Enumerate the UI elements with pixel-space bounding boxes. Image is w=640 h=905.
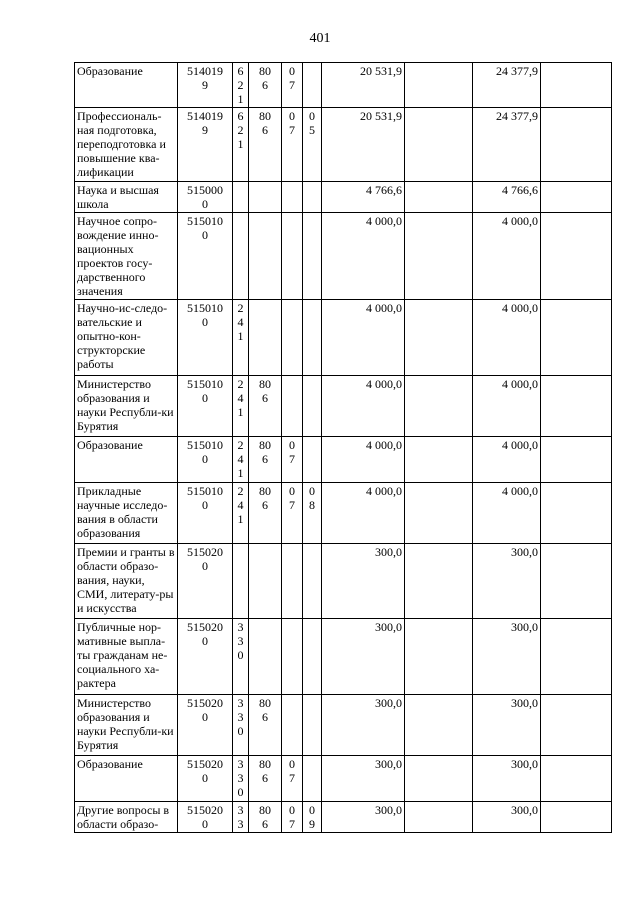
- section-code: [282, 544, 303, 619]
- amount-year-1: 300,0: [322, 619, 405, 695]
- row-name: Другие вопросы в области образо-: [75, 802, 178, 833]
- cell-line: 4: [237, 498, 244, 512]
- target-article-code: [178, 483, 233, 544]
- cell-line: 0: [309, 803, 315, 817]
- expense-type-code: [233, 802, 249, 833]
- row-name: Министерство образования и науки Республи-ки Бурятия: [75, 376, 178, 437]
- amount-year-1: 300,0: [322, 756, 405, 802]
- cell-line: 6: [262, 452, 268, 466]
- amount-year-1: 4 766,6: [322, 182, 405, 213]
- subsection-code: [303, 300, 322, 376]
- subsection-code: [303, 437, 322, 483]
- cell-line: 515010: [187, 301, 223, 315]
- amount-year-2: 24 377,9: [473, 108, 541, 182]
- target-article-code: [178, 695, 233, 756]
- ministry-code: [249, 300, 282, 376]
- ministry-code: [249, 544, 282, 619]
- table-row: [75, 619, 612, 695]
- cell-line: 0: [202, 498, 208, 512]
- cell-line: 0: [202, 559, 208, 573]
- row-name: Премии и гранты в области образо-вания, науки, СМИ, литерату-ры и искусства: [75, 544, 178, 619]
- ministry-code: [249, 619, 282, 695]
- table-row: [75, 802, 612, 833]
- ministry-code: [249, 802, 282, 833]
- table-row: [75, 63, 612, 108]
- amount-year-1: 4 000,0: [322, 437, 405, 483]
- amount-year-1: 300,0: [322, 544, 405, 619]
- cell-line: 6: [237, 64, 244, 78]
- expense-type-code: [233, 544, 249, 619]
- amount-year-2: 300,0: [473, 695, 541, 756]
- empty-cell: [541, 182, 612, 213]
- page-number: 401: [309, 31, 331, 46]
- cell-line: 80: [259, 696, 271, 710]
- section-code: [282, 756, 303, 802]
- row-name: Публичные нор-мативные выпла-ты гражданам не-социального ха-рактера: [75, 619, 178, 695]
- cell-line: 4: [237, 315, 244, 329]
- cell-line: 0: [202, 228, 208, 242]
- empty-cell: [405, 376, 473, 437]
- table-row: [75, 108, 612, 182]
- cell-line: 0: [289, 109, 295, 123]
- cell-line: 0: [202, 710, 208, 724]
- subsection-code: [303, 544, 322, 619]
- section-code: [282, 695, 303, 756]
- cell-line: 3: [237, 620, 244, 634]
- row-name: Профессиональ-ная подготовка, переподготовка и повышение ква-лификации: [75, 108, 178, 182]
- row-name: Министерство образования и науки Республи-ки Бурятия: [75, 695, 178, 756]
- subsection-code: [303, 483, 322, 544]
- amount-year-1: 20 531,9: [322, 108, 405, 182]
- subsection-code: [303, 108, 322, 182]
- amount-year-1: 20 531,9: [322, 63, 405, 108]
- cell-line: 0: [202, 771, 208, 785]
- cell-line: 6: [262, 710, 268, 724]
- cell-line: 2: [237, 123, 244, 137]
- section-code: [282, 802, 303, 833]
- section-code: [282, 437, 303, 483]
- cell-line: 0: [309, 109, 315, 123]
- cell-line: 515020: [187, 757, 223, 771]
- subsection-code: [303, 756, 322, 802]
- cell-line: 0: [202, 452, 208, 466]
- table-row: [75, 483, 612, 544]
- budget-table: [74, 62, 612, 833]
- cell-line: 515000: [187, 183, 223, 197]
- cell-line: 3: [237, 771, 244, 785]
- empty-cell: [405, 213, 473, 300]
- empty-cell: [541, 376, 612, 437]
- cell-line: 6: [262, 771, 268, 785]
- ministry-code: [249, 63, 282, 108]
- table-row: [75, 437, 612, 483]
- table-row: [75, 300, 612, 376]
- section-code: [282, 619, 303, 695]
- cell-line: 515010: [187, 484, 223, 498]
- table-row: [75, 213, 612, 300]
- cell-line: 515020: [187, 620, 223, 634]
- amount-year-1: 4 000,0: [322, 213, 405, 300]
- cell-line: 7: [289, 452, 295, 466]
- target-article-code: [178, 437, 233, 483]
- cell-line: 5: [309, 123, 315, 137]
- expense-type-code: [233, 619, 249, 695]
- cell-line: 6: [262, 78, 268, 92]
- expense-type-code: [233, 437, 249, 483]
- cell-line: 7: [289, 498, 295, 512]
- amount-year-2: 24 377,9: [473, 63, 541, 108]
- amount-year-2: 4 000,0: [473, 437, 541, 483]
- cell-line: 0: [202, 391, 208, 405]
- target-article-code: [178, 376, 233, 437]
- amount-year-1: 300,0: [322, 695, 405, 756]
- cell-line: 9: [309, 817, 315, 831]
- cell-line: 4: [237, 391, 244, 405]
- empty-cell: [405, 483, 473, 544]
- cell-line: 514019: [187, 109, 223, 123]
- expense-type-code: [233, 756, 249, 802]
- amount-year-1: 4 000,0: [322, 300, 405, 376]
- section-code: [282, 182, 303, 213]
- empty-cell: [541, 695, 612, 756]
- table-row: [75, 756, 612, 802]
- cell-line: 8: [309, 498, 315, 512]
- cell-line: 6: [262, 498, 268, 512]
- empty-cell: [541, 802, 612, 833]
- cell-line: 6: [237, 109, 244, 123]
- target-article-code: [178, 108, 233, 182]
- amount-year-2: 300,0: [473, 802, 541, 833]
- cell-line: 0: [289, 64, 295, 78]
- cell-line: 515020: [187, 696, 223, 710]
- cell-line: 0: [289, 438, 295, 452]
- cell-line: 7: [289, 817, 295, 831]
- cell-line: 4: [237, 452, 244, 466]
- cell-line: 0: [202, 197, 208, 211]
- cell-line: 0: [309, 484, 315, 498]
- subsection-code: [303, 695, 322, 756]
- empty-cell: [405, 182, 473, 213]
- empty-cell: [541, 108, 612, 182]
- target-article-code: [178, 213, 233, 300]
- empty-cell: [541, 756, 612, 802]
- cell-line: 0: [237, 724, 244, 738]
- row-name: Образование: [75, 63, 178, 108]
- cell-line: 80: [259, 438, 271, 452]
- expense-type-code: [233, 108, 249, 182]
- row-name: Прикладные научные исследо-вания в области образования: [75, 483, 178, 544]
- cell-line: 7: [289, 78, 295, 92]
- empty-cell: [541, 63, 612, 108]
- cell-line: 80: [259, 803, 271, 817]
- row-name: Образование: [75, 756, 178, 802]
- section-code: [282, 376, 303, 437]
- target-article-code: [178, 544, 233, 619]
- empty-cell: [405, 108, 473, 182]
- cell-line: 1: [237, 405, 244, 419]
- target-article-code: [178, 802, 233, 833]
- target-article-code: [178, 756, 233, 802]
- row-name: Образование: [75, 437, 178, 483]
- amount-year-2: 300,0: [473, 619, 541, 695]
- section-code: [282, 213, 303, 300]
- cell-line: 9: [202, 78, 208, 92]
- table-row: [75, 182, 612, 213]
- expense-type-code: [233, 213, 249, 300]
- target-article-code: [178, 619, 233, 695]
- cell-line: 80: [259, 484, 271, 498]
- cell-line: 3: [237, 817, 244, 831]
- ministry-code: [249, 182, 282, 213]
- empty-cell: [405, 437, 473, 483]
- cell-line: 3: [237, 634, 244, 648]
- cell-line: 0: [237, 648, 244, 662]
- section-code: [282, 300, 303, 376]
- row-name: Научное сопро-вождение инно-вационных проектов госу-дарственного значения: [75, 213, 178, 300]
- ministry-code: [249, 483, 282, 544]
- subsection-code: [303, 213, 322, 300]
- expense-type-code: [233, 63, 249, 108]
- cell-line: 80: [259, 64, 271, 78]
- amount-year-1: 4 000,0: [322, 376, 405, 437]
- empty-cell: [541, 300, 612, 376]
- empty-cell: [541, 544, 612, 619]
- cell-line: 0: [289, 484, 295, 498]
- empty-cell: [405, 756, 473, 802]
- cell-line: 515010: [187, 438, 223, 452]
- cell-line: 1: [237, 137, 244, 151]
- section-code: [282, 108, 303, 182]
- cell-line: 1: [237, 512, 244, 526]
- expense-type-code: [233, 483, 249, 544]
- table-row: [75, 695, 612, 756]
- section-code: [282, 483, 303, 544]
- target-article-code: [178, 300, 233, 376]
- ministry-code: [249, 756, 282, 802]
- amount-year-2: 300,0: [473, 756, 541, 802]
- cell-line: 515010: [187, 214, 223, 228]
- cell-line: 3: [237, 757, 244, 771]
- row-name: Наука и высшая школа: [75, 182, 178, 213]
- cell-line: 3: [237, 803, 244, 817]
- cell-line: 2: [237, 484, 244, 498]
- cell-line: 0: [202, 315, 208, 329]
- subsection-code: [303, 619, 322, 695]
- cell-line: 0: [289, 803, 295, 817]
- subsection-code: [303, 802, 322, 833]
- amount-year-1: 4 000,0: [322, 483, 405, 544]
- section-code: [282, 63, 303, 108]
- ministry-code: [249, 213, 282, 300]
- cell-line: 515010: [187, 377, 223, 391]
- expense-type-code: [233, 376, 249, 437]
- table-row: [75, 376, 612, 437]
- amount-year-2: 300,0: [473, 544, 541, 619]
- amount-year-2: 4 766,6: [473, 182, 541, 213]
- cell-line: 515020: [187, 545, 223, 559]
- cell-line: 0: [289, 757, 295, 771]
- row-name: Научно-ис-следо-вательские и опытно-кон-структорские работы: [75, 300, 178, 376]
- subsection-code: [303, 182, 322, 213]
- amount-year-2: 4 000,0: [473, 300, 541, 376]
- ministry-code: [249, 108, 282, 182]
- empty-cell: [541, 213, 612, 300]
- cell-line: 0: [237, 785, 244, 799]
- empty-cell: [405, 63, 473, 108]
- cell-line: 7: [289, 771, 295, 785]
- cell-line: 80: [259, 757, 271, 771]
- subsection-code: [303, 376, 322, 437]
- cell-line: 2: [237, 301, 244, 315]
- empty-cell: [541, 619, 612, 695]
- empty-cell: [405, 802, 473, 833]
- cell-line: 1: [237, 329, 244, 343]
- ministry-code: [249, 376, 282, 437]
- cell-line: 3: [237, 710, 244, 724]
- cell-line: 6: [262, 391, 268, 405]
- target-article-code: [178, 182, 233, 213]
- cell-line: 80: [259, 377, 271, 391]
- target-article-code: [178, 63, 233, 108]
- ministry-code: [249, 437, 282, 483]
- cell-line: 514019: [187, 64, 223, 78]
- cell-line: 9: [202, 123, 208, 137]
- cell-line: 2: [237, 78, 244, 92]
- cell-line: 1: [237, 92, 244, 106]
- expense-type-code: [233, 300, 249, 376]
- amount-year-2: 4 000,0: [473, 376, 541, 437]
- empty-cell: [541, 437, 612, 483]
- cell-line: 80: [259, 109, 271, 123]
- ministry-code: [249, 695, 282, 756]
- cell-line: 2: [237, 438, 244, 452]
- amount-year-2: 4 000,0: [473, 213, 541, 300]
- subsection-code: [303, 63, 322, 108]
- cell-line: 3: [237, 696, 244, 710]
- cell-line: 6: [262, 817, 268, 831]
- empty-cell: [405, 619, 473, 695]
- table-row: [75, 544, 612, 619]
- cell-line: 6: [262, 123, 268, 137]
- empty-cell: [541, 483, 612, 544]
- empty-cell: [405, 300, 473, 376]
- amount-year-2: 4 000,0: [473, 483, 541, 544]
- amount-year-1: 300,0: [322, 802, 405, 833]
- expense-type-code: [233, 182, 249, 213]
- cell-line: 0: [202, 817, 208, 831]
- cell-line: 515020: [187, 803, 223, 817]
- expense-type-code: [233, 695, 249, 756]
- empty-cell: [405, 695, 473, 756]
- cell-line: 0: [202, 634, 208, 648]
- empty-cell: [405, 544, 473, 619]
- cell-line: 1: [237, 466, 244, 480]
- cell-line: 2: [237, 377, 244, 391]
- cell-line: 7: [289, 123, 295, 137]
